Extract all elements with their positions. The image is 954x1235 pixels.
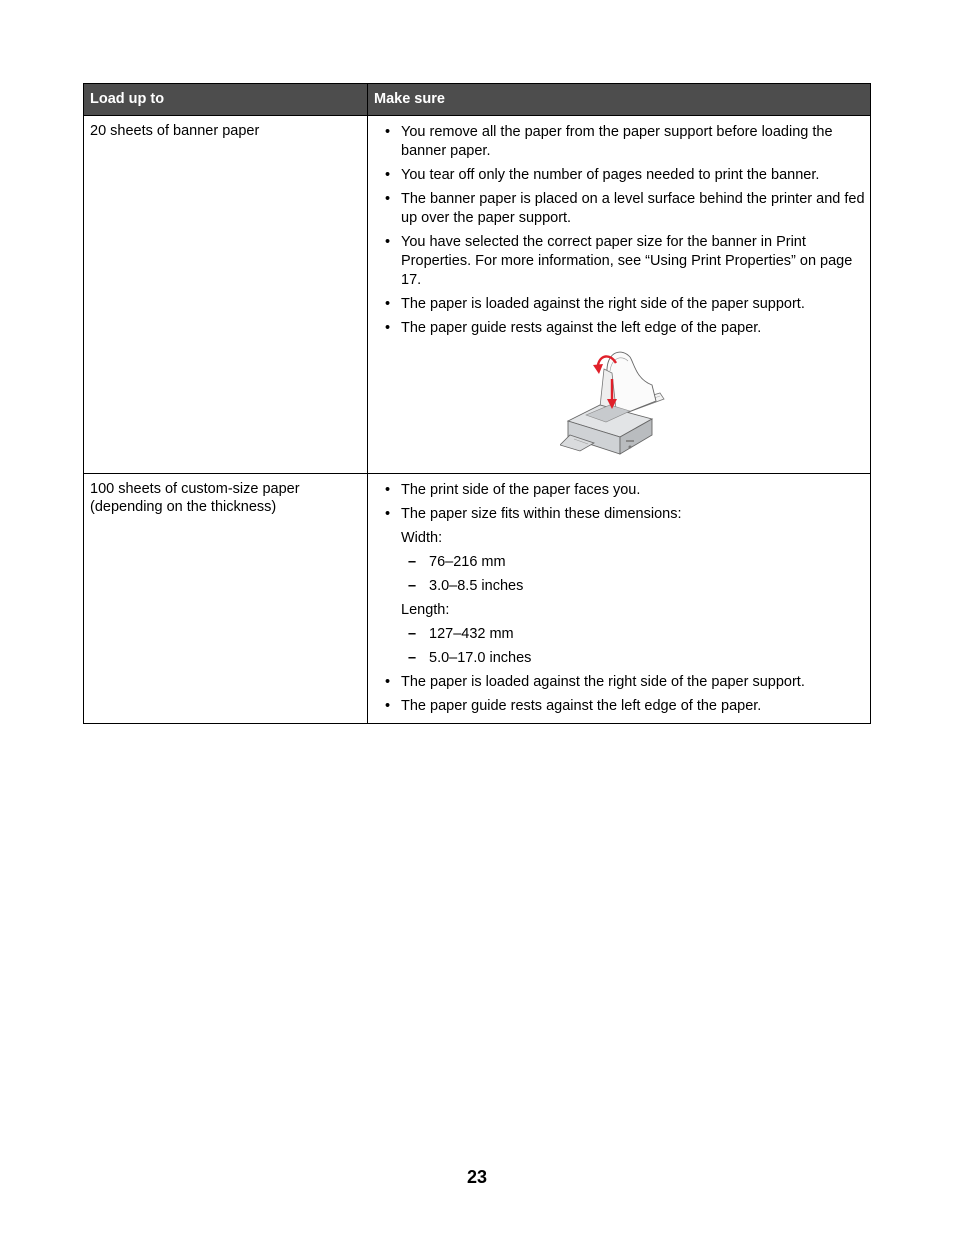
header-load-up-to: Load up to xyxy=(84,84,368,115)
load-up-to-cell: 20 sheets of banner paper xyxy=(84,116,368,473)
list-item: • The paper guide rests against the left edge of the paper. xyxy=(382,697,866,716)
table-header xyxy=(84,84,870,116)
table-row xyxy=(84,474,870,723)
header-make-sure: Make sure xyxy=(374,91,445,107)
list-item: • The banner paper is placed on a level surface behind the printer and fed up over the paper support. xyxy=(382,190,866,228)
list-item: • You remove all the paper from the paper support before loading the banner paper. xyxy=(382,123,866,161)
load-up-to-cell: 100 sheets of custom-size paper (depending on the thickness) xyxy=(84,474,368,723)
list-item: • The paper guide rests against the left edge of the paper. xyxy=(382,319,866,338)
paper-loading-table xyxy=(83,83,871,724)
dimension-item: – 127–432 mm xyxy=(382,625,866,644)
list-item: • The paper is loaded against the right side of the paper support. xyxy=(382,295,866,314)
banner-printer-illustration xyxy=(382,343,866,471)
make-sure-cell xyxy=(368,474,870,723)
list-item: • The paper size fits within these dimensions: xyxy=(382,505,866,524)
table-row xyxy=(84,116,870,474)
width-label: Width: xyxy=(401,530,443,546)
list-item: • The print side of the paper faces you. xyxy=(382,481,866,500)
bullet-list xyxy=(382,481,866,524)
dimension-item: – 3.0–8.5 inches xyxy=(382,577,866,596)
dimension-item: – 5.0–17.0 inches xyxy=(382,649,866,668)
printer-banner-icon xyxy=(560,349,670,464)
dimension-item: – 76–216 mm xyxy=(382,553,866,572)
bullet-list xyxy=(382,123,866,338)
bullet-list xyxy=(382,673,866,716)
list-item: • You have selected the correct paper size for the banner in Print Properties. For more information, see “Using Print Properties” on page 17. xyxy=(382,233,866,290)
length-label: Length: xyxy=(401,602,450,618)
make-sure-cell xyxy=(368,116,870,473)
list-item: • You tear off only the number of pages needed to print the banner. xyxy=(382,166,866,185)
page-number: 23 xyxy=(466,1167,488,1187)
list-item: • The paper is loaded against the right side of the paper support. xyxy=(382,673,866,692)
